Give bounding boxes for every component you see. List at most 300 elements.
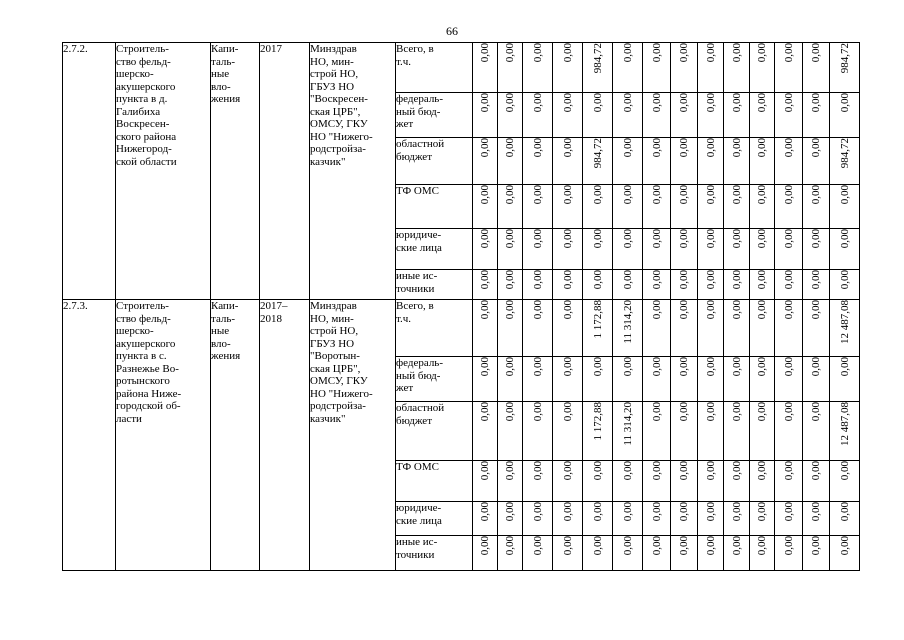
item-executors (310, 43, 396, 300)
item-executors-line: "Воротын- (310, 350, 360, 362)
item-executors-line: казчик" (310, 155, 346, 168)
value-cell (671, 536, 698, 571)
value-cell (775, 43, 803, 93)
value-text: 0,00 (531, 185, 544, 205)
value-cell (473, 185, 498, 229)
value-text: 0,00 (678, 357, 690, 377)
value-text: 0,00 (810, 357, 822, 377)
value-cell (750, 300, 775, 357)
item-type-line: ные (211, 68, 230, 80)
value-cell (830, 357, 860, 402)
value-cell (583, 138, 613, 185)
value-text: 0,00 (531, 300, 544, 320)
value-text: 0,00 (561, 93, 574, 113)
value-cell (671, 138, 698, 185)
value-text: 0,00 (782, 300, 795, 320)
value-text: 0,00 (561, 461, 574, 481)
funding-source (396, 185, 473, 229)
funding-source (396, 402, 473, 461)
value-cell (775, 502, 803, 536)
value-cell (498, 138, 523, 185)
value-cell (803, 300, 830, 357)
value-cell (698, 93, 724, 138)
value-cell (498, 185, 523, 229)
item-executors-line: казчик" (310, 412, 346, 425)
value-text: 0,00 (782, 43, 795, 63)
item-name-line: Нижегород- (116, 143, 172, 155)
item-type (211, 43, 260, 300)
value-text: 0,00 (704, 536, 717, 556)
value-cell (523, 185, 553, 229)
value-text: 0,00 (561, 185, 574, 205)
value-cell (583, 502, 613, 536)
value-cell (803, 357, 830, 402)
item-executors (310, 300, 396, 571)
item-name-line: ского района (116, 130, 177, 143)
value-text: 0,00 (756, 300, 768, 320)
value-cell (498, 43, 523, 93)
value-cell (498, 461, 523, 502)
value-cell (643, 43, 671, 93)
item-years-line: 2017– (260, 300, 288, 312)
value-cell (523, 43, 553, 93)
value-text: 0,00 (650, 536, 663, 556)
value-cell (498, 502, 523, 536)
value-text: 0,00 (561, 229, 574, 249)
value-cell (830, 229, 860, 270)
value-cell (523, 93, 553, 138)
value-cell (583, 357, 613, 402)
value-text: 0,00 (838, 357, 851, 377)
funding-source-line: ские лица (396, 241, 442, 254)
value-text: 984,72 (838, 43, 851, 74)
funding-source-line: ный бюд- (396, 105, 441, 118)
value-text: 0,00 (810, 536, 822, 556)
value-text: 0,00 (650, 229, 663, 249)
value-text: 0,00 (810, 461, 822, 481)
value-text: 0,00 (704, 229, 717, 249)
value-cell (671, 93, 698, 138)
value-cell (830, 43, 860, 93)
item-executors-line: Минздрав (310, 300, 357, 312)
item-type-line: Капи- (211, 43, 239, 55)
value-text: 0,00 (479, 300, 491, 320)
budget-table (62, 42, 860, 571)
value-text: 0,00 (531, 93, 544, 113)
value-cell (498, 402, 523, 461)
funding-source (396, 43, 473, 93)
value-text: 0,00 (479, 229, 491, 249)
funding-source (396, 502, 473, 536)
item-name-line: шерско- (116, 325, 154, 337)
item-number: 2.7.3. (63, 300, 116, 571)
value-cell (803, 43, 830, 93)
value-cell (643, 300, 671, 357)
value-cell (473, 43, 498, 93)
value-text: 0,00 (531, 229, 544, 249)
value-text: 0,00 (782, 461, 795, 481)
value-text: 0,00 (704, 502, 717, 522)
value-cell (698, 138, 724, 185)
value-cell (750, 357, 775, 402)
value-cell (698, 229, 724, 270)
value-text: 0,00 (591, 93, 604, 113)
item-type-line: Капи- (211, 300, 239, 312)
value-text: 0,00 (782, 402, 795, 422)
value-cell (583, 229, 613, 270)
funding-source-line: ТФ ОМС (396, 461, 439, 473)
value-cell (830, 300, 860, 357)
value-cell (803, 461, 830, 502)
value-cell (671, 185, 698, 229)
item-type-line: таль- (211, 55, 236, 68)
value-text: 0,00 (591, 185, 604, 205)
value-cell (583, 536, 613, 571)
value-text: 0,00 (591, 357, 604, 377)
value-cell (473, 536, 498, 571)
item-executors-line: ОМСУ, ГКУ (310, 375, 368, 387)
funding-source-line: бюджет (396, 150, 432, 163)
value-cell (473, 229, 498, 270)
value-text: 1 172,88 (591, 402, 604, 441)
item-name-line: пункта в с. (116, 350, 167, 362)
funding-source-line: федераль- (396, 93, 443, 105)
value-text: 0,00 (621, 502, 634, 522)
value-text: 11 314,20 (621, 402, 634, 446)
value-cell (613, 357, 643, 402)
funding-source-line: Всего, в (396, 43, 434, 55)
value-text: 0,00 (810, 300, 822, 320)
value-text: 0,00 (810, 93, 822, 113)
value-text: 0,00 (730, 270, 743, 290)
item-executors-line: НО "Нижего- (310, 130, 373, 143)
value-text: 0,00 (678, 185, 690, 205)
value-text: 0,00 (838, 536, 851, 556)
value-cell (553, 461, 583, 502)
value-text: 0,00 (561, 402, 574, 422)
value-cell (724, 93, 750, 138)
item-type-line: ные (211, 325, 230, 337)
funding-source-line: т.ч. (396, 312, 412, 325)
value-text: 0,00 (810, 138, 822, 158)
value-cell (523, 138, 553, 185)
item-name-line: шерско- (116, 68, 154, 80)
item-executors-line: ГБУЗ НО (310, 80, 355, 93)
funding-source (396, 536, 473, 571)
value-cell (498, 536, 523, 571)
value-cell (698, 502, 724, 536)
funding-source-line: юридиче- (396, 229, 442, 241)
value-cell (698, 300, 724, 357)
value-cell (643, 93, 671, 138)
value-text: 0,00 (730, 502, 743, 522)
value-cell (803, 93, 830, 138)
value-text: 0,00 (838, 461, 851, 481)
value-cell (803, 270, 830, 300)
value-cell (523, 402, 553, 461)
value-text: 0,00 (782, 536, 795, 556)
value-cell (671, 43, 698, 93)
value-cell (775, 229, 803, 270)
item-name-line: акушерского (116, 337, 176, 350)
value-text: 0,00 (504, 270, 516, 290)
funding-source (396, 93, 473, 138)
value-text: 0,00 (650, 43, 663, 63)
item-executors-line: ская ЦРБ", (310, 362, 361, 375)
value-text: 0,00 (756, 357, 768, 377)
value-cell (523, 502, 553, 536)
funding-source (396, 357, 473, 402)
value-text: 0,00 (621, 461, 634, 481)
value-cell (523, 461, 553, 502)
value-cell (803, 536, 830, 571)
funding-source-line: ТФ ОМС (396, 185, 439, 197)
value-cell (724, 502, 750, 536)
value-cell (553, 93, 583, 138)
item-name-line: Разнежье Во- (116, 362, 179, 375)
value-text: 0,00 (621, 185, 634, 205)
value-cell (523, 357, 553, 402)
value-text: 12 487,08 (838, 300, 851, 344)
value-text: 0,00 (704, 402, 717, 422)
value-cell (803, 229, 830, 270)
value-cell (830, 402, 860, 461)
value-cell (643, 185, 671, 229)
value-cell (830, 93, 860, 138)
item-type-line: таль- (211, 312, 236, 325)
value-text: 0,00 (504, 502, 516, 522)
value-text: 0,00 (704, 93, 717, 113)
value-text: 0,00 (678, 270, 690, 290)
value-cell (775, 185, 803, 229)
value-text: 0,00 (479, 357, 491, 377)
funding-source-line: иные ис- (396, 536, 438, 548)
funding-source-line: бюджет (396, 414, 432, 427)
value-cell (498, 357, 523, 402)
value-text: 0,00 (621, 270, 634, 290)
value-text: 0,00 (678, 43, 690, 63)
value-text: 0,00 (756, 402, 768, 422)
funding-source-line: т.ч. (396, 55, 412, 68)
value-text: 0,00 (561, 138, 574, 158)
value-cell (553, 502, 583, 536)
value-cell (523, 300, 553, 357)
funding-source-line: жет (396, 118, 414, 130)
value-text: 0,00 (650, 300, 663, 320)
value-text: 0,00 (782, 138, 795, 158)
funding-source-line: юридиче- (396, 502, 442, 514)
value-text: 0,00 (782, 270, 795, 290)
value-cell (698, 461, 724, 502)
value-text: 0,00 (730, 300, 743, 320)
item-executors-line: ГБУЗ НО (310, 337, 355, 350)
value-cell (613, 138, 643, 185)
value-cell (803, 138, 830, 185)
value-cell (553, 229, 583, 270)
value-cell (473, 138, 498, 185)
item-executors-line: НО "Нижего- (310, 387, 373, 400)
value-cell (613, 536, 643, 571)
item-executors-line: Минздрав (310, 43, 357, 55)
value-cell (473, 357, 498, 402)
value-cell (671, 402, 698, 461)
value-text: 0,00 (591, 461, 604, 481)
item-executors-line: родстройза- (310, 143, 366, 155)
value-text: 0,00 (650, 502, 663, 522)
value-text: 0,00 (650, 93, 663, 113)
funding-source-line: ный бюд- (396, 369, 441, 382)
value-text: 0,00 (782, 229, 795, 249)
value-text: 0,00 (704, 270, 717, 290)
value-cell (553, 357, 583, 402)
value-cell (775, 138, 803, 185)
funding-source-line: областной (396, 138, 445, 150)
value-text: 0,00 (591, 536, 604, 556)
funding-source (396, 270, 473, 300)
value-text: 984,72 (591, 138, 604, 169)
value-cell (613, 402, 643, 461)
value-text: 0,00 (756, 461, 768, 481)
value-text: 1 172,88 (591, 300, 604, 339)
value-text: 0,00 (730, 185, 743, 205)
value-text: 0,00 (838, 502, 851, 522)
item-executors-line: "Воскресен- (310, 93, 368, 105)
value-cell (473, 502, 498, 536)
value-text: 0,00 (678, 300, 690, 320)
value-cell (724, 185, 750, 229)
value-cell (643, 536, 671, 571)
item-executors-line: ОМСУ, ГКУ (310, 118, 368, 130)
value-cell (803, 502, 830, 536)
value-text: 0,00 (838, 93, 851, 113)
value-cell (750, 229, 775, 270)
value-cell (473, 270, 498, 300)
value-text: 0,00 (650, 138, 663, 158)
value-text: 0,00 (678, 461, 690, 481)
value-cell (583, 461, 613, 502)
value-cell (498, 93, 523, 138)
item-type (211, 300, 260, 571)
item-name (116, 300, 211, 571)
value-text: 0,00 (730, 357, 743, 377)
item-executors-line: НО, мин- (310, 55, 354, 68)
value-cell (750, 93, 775, 138)
value-cell (643, 461, 671, 502)
value-text: 0,00 (678, 93, 690, 113)
value-text: 0,00 (479, 461, 491, 481)
value-cell (613, 93, 643, 138)
value-text: 0,00 (810, 185, 822, 205)
value-text: 0,00 (704, 461, 717, 481)
item-name-line: Воскресен- (116, 118, 170, 130)
value-text: 0,00 (591, 229, 604, 249)
value-cell (583, 300, 613, 357)
value-text: 0,00 (561, 43, 574, 63)
value-cell (473, 461, 498, 502)
value-text: 0,00 (756, 93, 768, 113)
value-text: 0,00 (756, 185, 768, 205)
value-cell (671, 502, 698, 536)
value-text: 0,00 (479, 43, 491, 63)
value-text: 0,00 (561, 270, 574, 290)
value-text: 0,00 (756, 43, 768, 63)
value-cell (671, 270, 698, 300)
funding-source (396, 229, 473, 270)
value-cell (613, 502, 643, 536)
funding-source (396, 300, 473, 357)
value-text: 0,00 (504, 93, 516, 113)
value-text: 0,00 (479, 270, 491, 290)
value-cell (553, 270, 583, 300)
value-text: 984,72 (591, 43, 604, 74)
funding-source-line: иные ис- (396, 270, 438, 282)
value-text: 0,00 (531, 43, 544, 63)
value-text: 0,00 (479, 402, 491, 422)
value-cell (643, 357, 671, 402)
value-cell (830, 502, 860, 536)
value-cell (698, 270, 724, 300)
item-name-line: ротынского (116, 375, 170, 387)
value-cell (698, 357, 724, 402)
value-cell (830, 270, 860, 300)
value-text: 0,00 (756, 229, 768, 249)
item-type-line: вло- (211, 337, 231, 350)
item-number: 2.7.2. (63, 43, 116, 300)
value-cell (523, 536, 553, 571)
value-text: 0,00 (531, 357, 544, 377)
value-text: 0,00 (621, 229, 634, 249)
value-cell (613, 185, 643, 229)
value-text: 0,00 (678, 402, 690, 422)
value-text: 984,72 (838, 138, 851, 169)
value-text: 0,00 (531, 536, 544, 556)
value-cell (643, 502, 671, 536)
value-cell (775, 402, 803, 461)
value-text: 0,00 (531, 270, 544, 290)
value-cell (523, 270, 553, 300)
value-cell (775, 93, 803, 138)
value-cell (724, 357, 750, 402)
value-cell (583, 185, 613, 229)
item-type-line: жения (211, 93, 241, 105)
item-executors-line: ская ЦРБ", (310, 105, 361, 118)
value-cell (830, 138, 860, 185)
value-text: 0,00 (621, 357, 634, 377)
value-cell (698, 43, 724, 93)
funding-source-line: Всего, в (396, 300, 434, 312)
item-type-line: вло- (211, 80, 231, 93)
value-cell (498, 229, 523, 270)
item-executors-line: строй НО, (310, 325, 359, 337)
value-cell (553, 402, 583, 461)
item-name-line: пункта в д. (116, 93, 168, 105)
value-cell (473, 93, 498, 138)
value-cell (724, 536, 750, 571)
value-cell (553, 536, 583, 571)
item-name-line: Галибиха (116, 105, 161, 118)
value-text: 0,00 (504, 461, 516, 481)
value-cell (724, 270, 750, 300)
item-years (260, 43, 310, 300)
value-cell (613, 229, 643, 270)
value-text: 0,00 (678, 229, 690, 249)
value-cell (583, 43, 613, 93)
item-years (260, 300, 310, 571)
value-text: 0,00 (504, 138, 516, 158)
value-text: 0,00 (504, 185, 516, 205)
value-text: 0,00 (730, 229, 743, 249)
value-text: 0,00 (756, 138, 768, 158)
